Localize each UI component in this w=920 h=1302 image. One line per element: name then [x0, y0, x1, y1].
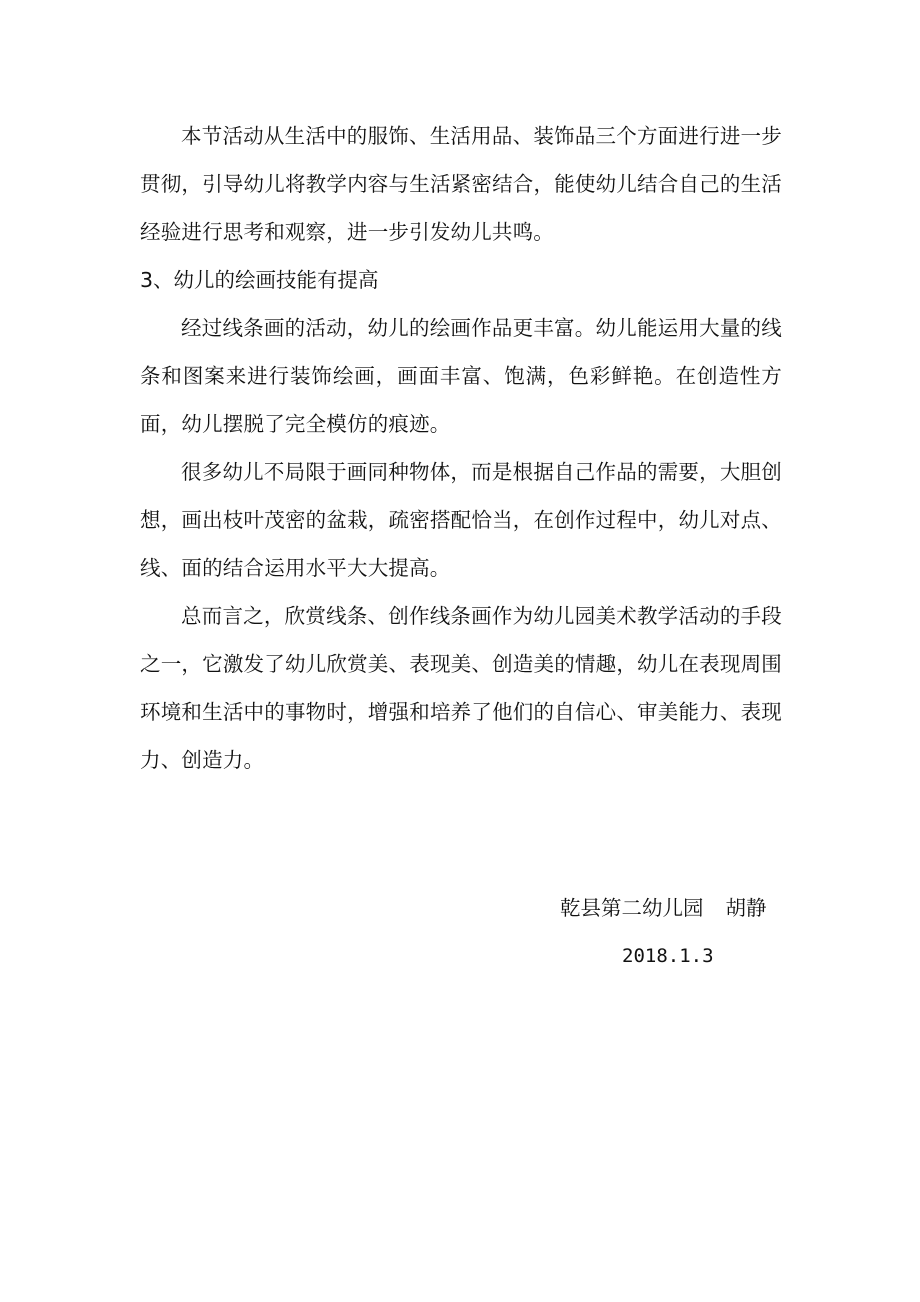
signature-author: 胡静 [725, 896, 767, 920]
document-body [140, 112, 782, 784]
paragraph-drawing-works: 经过线条画的活动，幼儿的绘画作品更丰富。幼儿能运用大量的线条和图案来进行装饰绘画，画面丰富、饱满，色彩鲜艳。在创造性方面，幼儿摆脱了完全模仿的痕迹。 [140, 316, 782, 436]
signature-date: 2018.1.3 [622, 945, 714, 967]
paragraph-creativity: 很多幼儿不局限于画同种物体，而是根据自己作品的需要，大胆创想，画出枝叶茂密的盆栽，疏密搭配恰当，在创作过程中，幼儿对点、线、面的结合运用水平大大提高。 [140, 460, 782, 580]
signature-organization: 乾县第二幼儿园 [560, 896, 704, 920]
signature-line [560, 888, 767, 928]
paragraph-intro: 本节活动从生活中的服饰、生活用品、装饰品三个方面进行进一步贯彻，引导幼儿将教学内容与生活紧密结合，能使幼儿结合自己的生活经验进行思考和观察，进一步引发幼儿共鸣。 [140, 124, 782, 244]
section-heading: 3、幼儿的绘画技能有提高 [140, 268, 379, 292]
paragraph-conclusion: 总而言之，欣赏线条、创作线条画作为幼儿园美术教学活动的手段之一，它激发了幼儿欣赏美、表现美、创造美的情趣，幼儿在表现周围环境和生活中的事物时，增强和培养了他们的自信心、审美能力、表现力、创造力。 [140, 604, 782, 772]
